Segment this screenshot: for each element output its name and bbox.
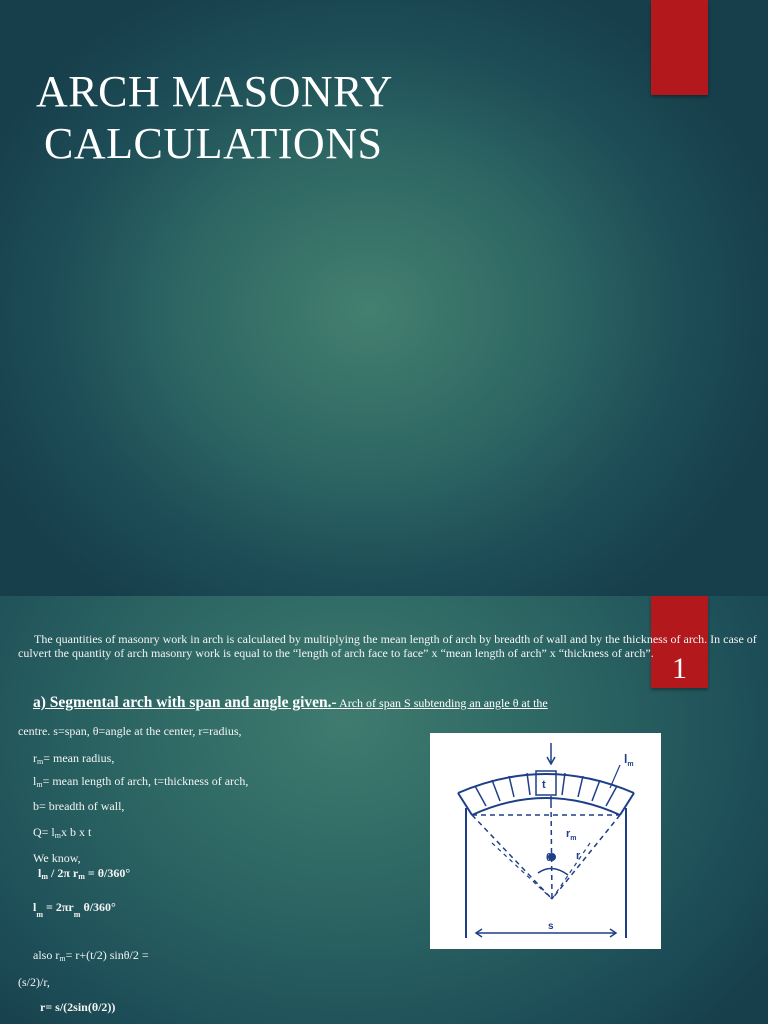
text-segment: / 2π r xyxy=(48,866,79,880)
arch-outer-curve xyxy=(458,774,634,793)
definition-line-centre: centre. s=span, θ=angle at the center, r=radius, xyxy=(18,724,242,738)
radius-formula: r= s/(2sin(θ/2)) xyxy=(40,1000,116,1014)
subscript: m xyxy=(59,954,66,963)
text-segment: = mean length of arch, t=thickness of arch, xyxy=(42,774,249,788)
text-segment: x b x t xyxy=(61,825,92,839)
label-theta: θ xyxy=(546,852,552,864)
we-know-label: We know, xyxy=(33,851,81,865)
text-segment: = r+(t/2) sinθ/2 = xyxy=(65,948,149,962)
subscript: m xyxy=(37,757,44,766)
label-radius: r xyxy=(576,850,581,862)
text-segment: θ/360° xyxy=(80,900,116,914)
heading-rest: Arch of span S subtending an angle θ at the xyxy=(336,696,548,710)
page-title xyxy=(36,66,393,170)
text-segment: r xyxy=(33,751,37,765)
title-line-1: ARCH MASONRY xyxy=(36,67,393,116)
slide-accent-tab xyxy=(651,0,708,95)
subscript: m xyxy=(36,780,43,789)
content-slide xyxy=(0,596,768,1024)
subscript: m xyxy=(54,831,62,840)
section-heading xyxy=(33,694,548,712)
page-number: 1 xyxy=(672,652,687,685)
equation-1 xyxy=(38,866,130,881)
subscript: m xyxy=(78,872,85,881)
subscript: m xyxy=(73,910,81,919)
heading-text: a) Segmental arch with span and angle given.- xyxy=(33,694,337,711)
equation-2 xyxy=(33,900,116,919)
definition-quantity xyxy=(33,825,91,840)
label-mean-radius: $r_m$ xyxy=(566,828,577,842)
subscript: m xyxy=(41,872,49,881)
arch-inner-curve xyxy=(472,798,620,815)
half-span-ratio: (s/2)/r, xyxy=(18,975,50,989)
text-segment: l xyxy=(38,866,42,880)
text-segment: = mean radius, xyxy=(43,751,115,765)
text-segment: = 2πr xyxy=(43,900,74,914)
definition-mean-length xyxy=(33,774,248,789)
text-segment: l xyxy=(33,900,37,914)
text-segment: l xyxy=(33,774,37,788)
label-mean-length: $l_m$ xyxy=(624,752,634,768)
arch-diagram xyxy=(430,733,661,949)
arch-diagram-svg xyxy=(430,733,661,949)
text-segment: also r xyxy=(33,948,60,962)
definition-mean-radius xyxy=(33,751,114,766)
title-line-2: CALCULATIONS xyxy=(44,119,383,168)
text-segment: Q= l xyxy=(33,825,55,839)
label-thickness: t xyxy=(542,779,546,791)
intro-paragraph: The quantities of masonry work in arch is calculated by multiplying the mean length of arch by breadth of wall and by the thickness of arch. In case of culvert the quantity of arch masonry work is equal to the “length of arch face to face” x “mean length of arch” x “thickness of arch”. xyxy=(18,632,757,660)
also-mean-radius xyxy=(33,948,149,963)
text-segment: = θ/360° xyxy=(84,866,131,880)
subscript: m xyxy=(36,910,44,919)
definition-breadth: b= breadth of wall, xyxy=(33,799,125,813)
label-span: s xyxy=(548,921,554,932)
